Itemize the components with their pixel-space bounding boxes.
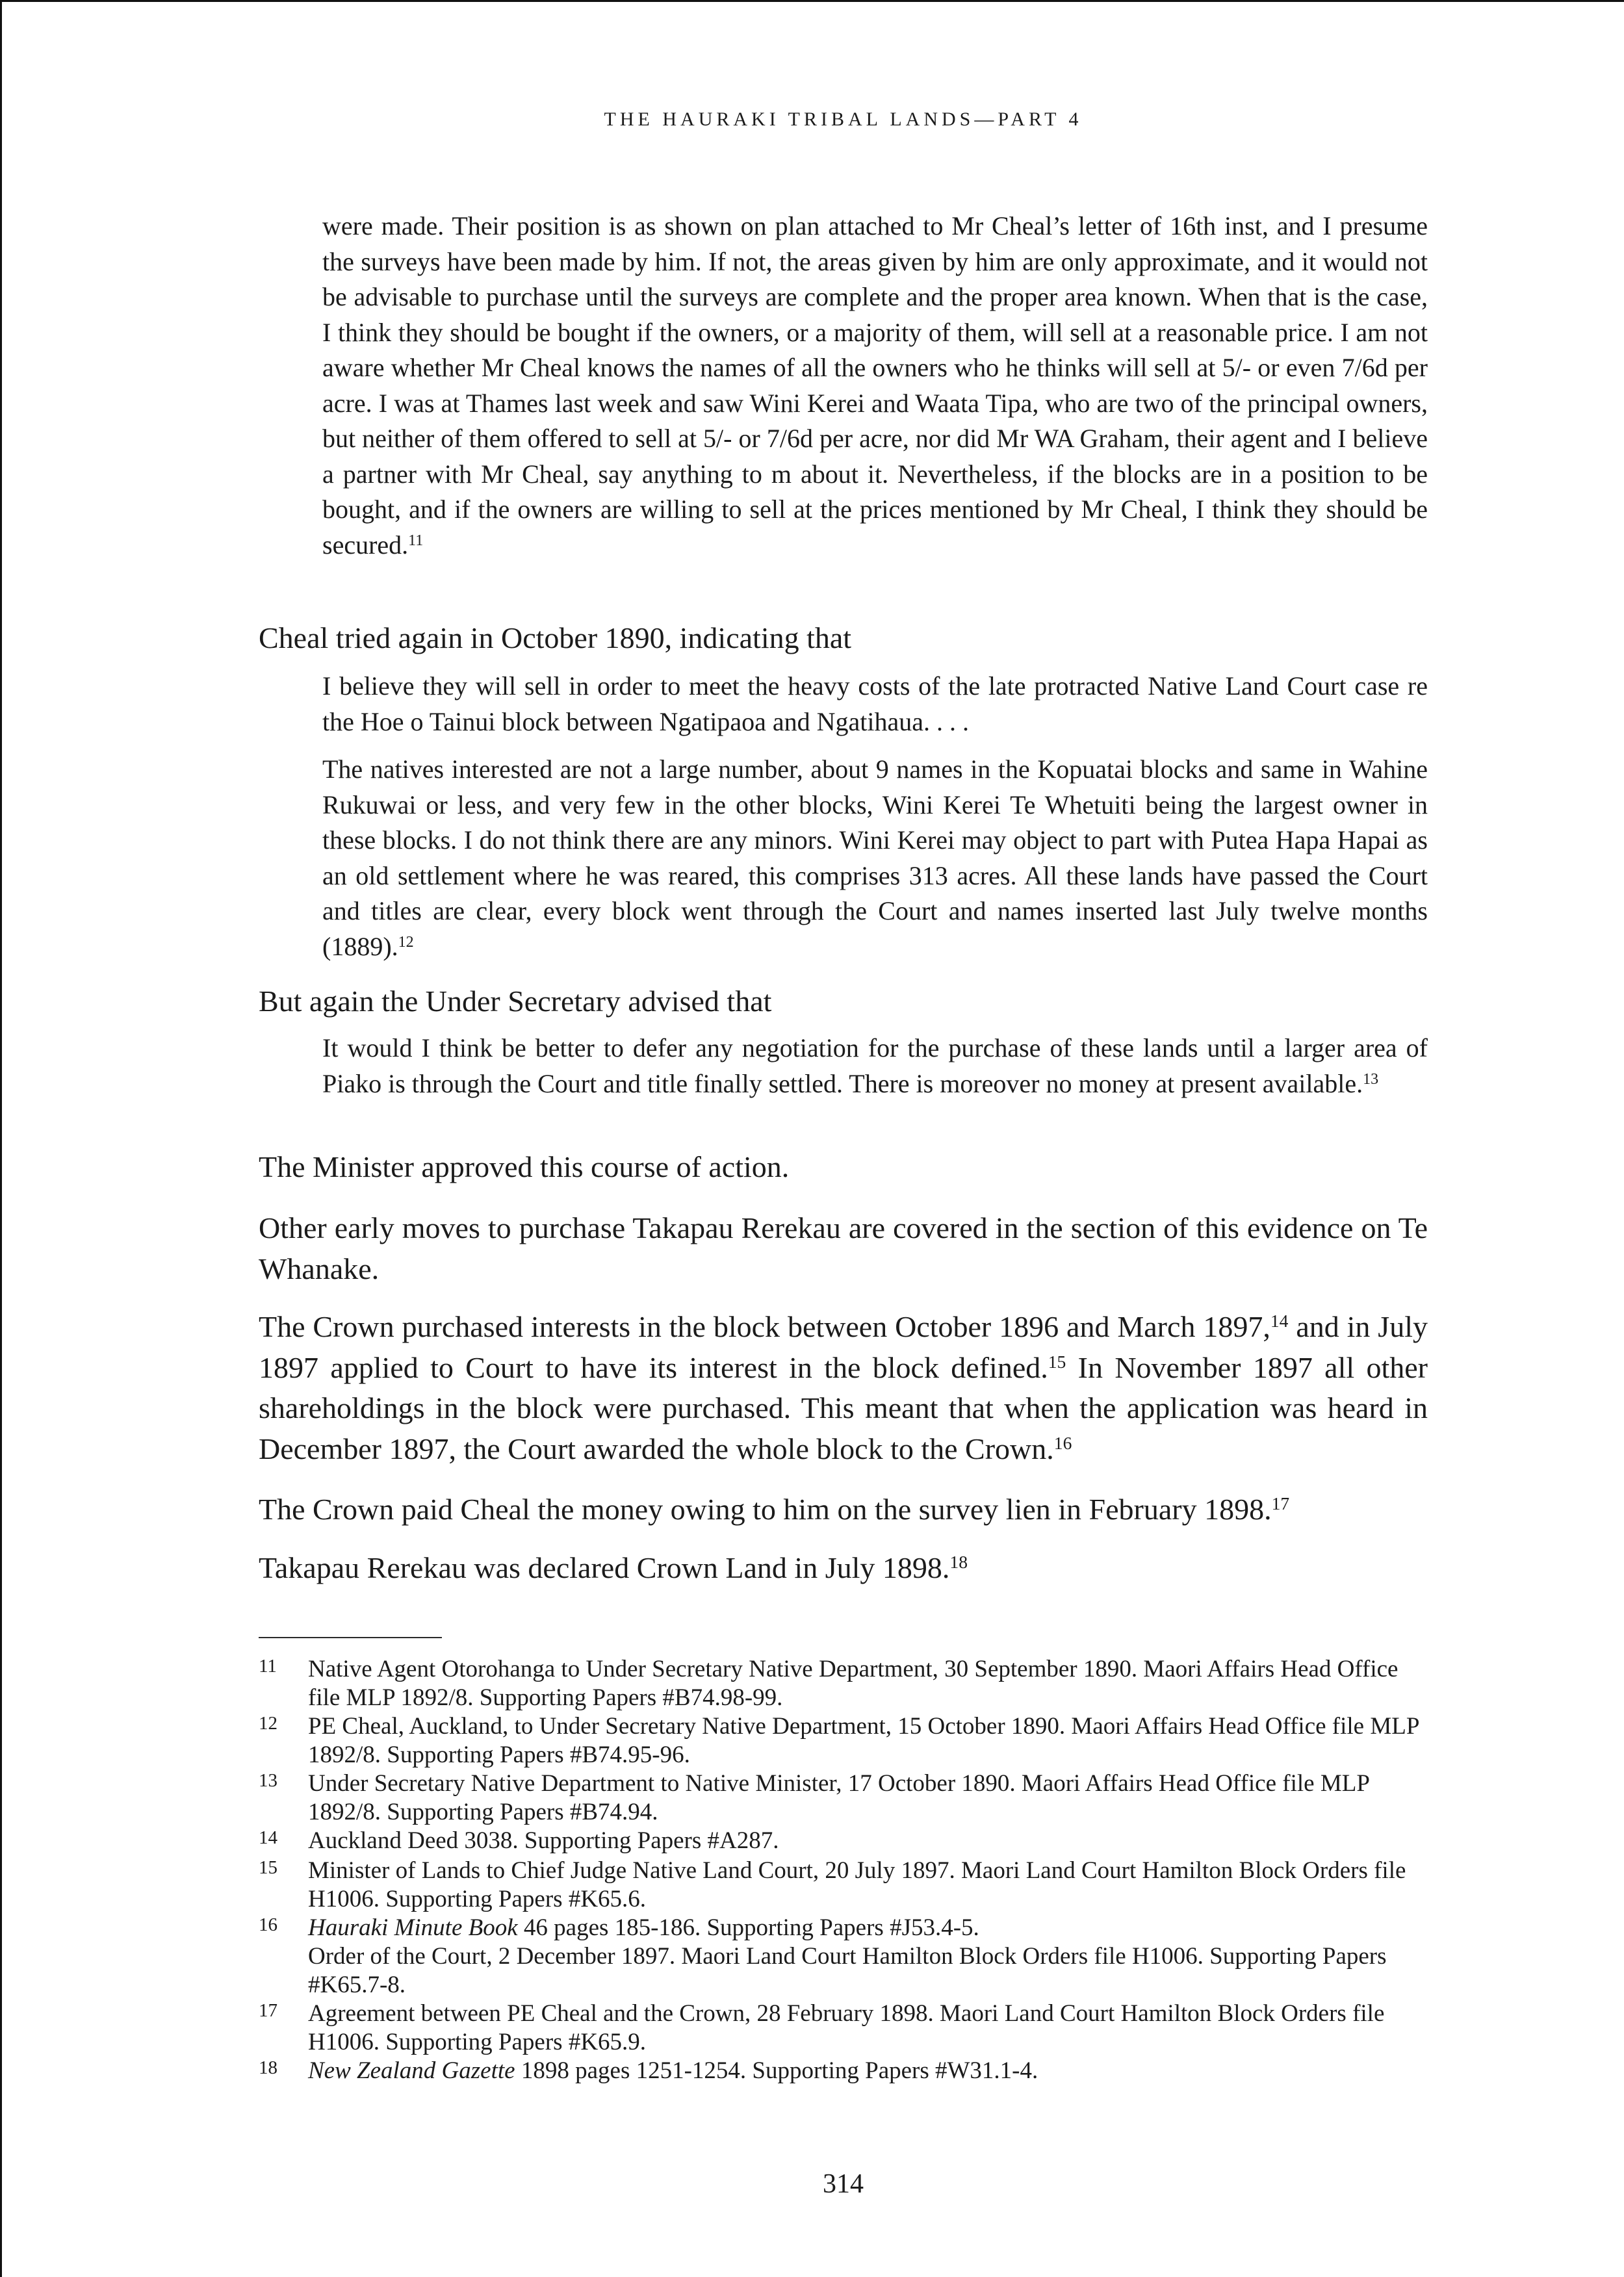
footnote: [259, 1769, 1428, 1827]
footnote-ref: 14: [1270, 1310, 1289, 1331]
scan-border-top: [0, 0, 1624, 2]
quote-block-defer-negotiation: [322, 1031, 1428, 1101]
footnote-number: 15: [259, 1857, 277, 1878]
footnote-text: Minister of Lands to Chief Judge Native Land Court, 20 July 1897. Maori Land Court Hamilton Block Orders file H1006. Supporting Papers #K65.6.: [308, 1857, 1406, 1912]
footnote: [259, 2000, 1428, 2057]
quote-block-survey-letter: [322, 209, 1428, 563]
footnote-number: 14: [259, 1827, 277, 1848]
footnote-number: 12: [259, 1713, 277, 1734]
footnote-ref: 15: [1048, 1351, 1066, 1372]
footnote-number: 11: [259, 1656, 277, 1677]
quote-block-heavy-costs: [322, 669, 1428, 740]
body-paragraph: Cheal tried again in October 1890, indicating that: [259, 621, 852, 654]
footnote-text: Native Agent Otorohanga to Under Secretary Native Department, 30 September 1890. Maori Affairs Head Office file MLP 1892/8. Supporting Papers #B74.98-99.: [308, 1656, 1398, 1711]
footnote-ref: 11: [408, 532, 424, 549]
footnote-number: 13: [259, 1770, 277, 1791]
body-paragraph: The Minister approved this course of action.: [259, 1150, 790, 1183]
footnote-text: Under Secretary Native Department to Native Minister, 17 October 1890. Maori Affairs Head Office file MLP 1892/8. Supporting Papers #B74.94.: [308, 1770, 1369, 1825]
footnote-citation: 1898 pages 1251-1254. Supporting Papers #W31.1-4.: [515, 2057, 1038, 2084]
footnote: [259, 2057, 1428, 2087]
quote-text: I believe they will sell in order to meet the heavy costs of the late protracted Native Land Court case re the Hoe o Tainui block between Ngatipaoa and Ngatihaua. . . .: [322, 671, 1428, 736]
footnote-ref: 17: [1271, 1493, 1290, 1513]
footnote-ref: 18: [949, 1551, 968, 1572]
footnote-rule: [259, 1637, 442, 1638]
footnote-text: [308, 1914, 1428, 2000]
footnote: [259, 1914, 1428, 2000]
body-paragraph-crown-purchased: [259, 1307, 1428, 1469]
footnote: [259, 1655, 1428, 1712]
quote-text: were made. Their position is as shown on plan attached to Mr Cheal’s letter of 16th inst, and I presume the surveys have been made by him. If not, the areas given by him are only approximate, and it would not be advisable to purchase until the surveys are complete and the proper area known. When that is the case, I think they should be bought if the owners, or a majority of them, will sell at a reasonable price. I am not aware whether Mr Cheal knows the names of all the owners who he thinks will sell at 5/- or even 7/6d per acre. I was at Thames last week and saw Wini Kerei and Waata Tipa, who are two of the principal owners, but neither of them offered to sell at 5/- or 7/6d per acre, nor did Mr WA Graham, their agent and I believe a partner with Mr Cheal, say anything to m about it. Nevertheless, if the blocks are in a position to be bought, and if the owners are willing to sell at the prices mentioned by Mr Cheal, I think they should be secured.: [322, 211, 1428, 560]
footnote-source-title: Hauraki Minute Book: [308, 1914, 518, 1941]
footnote-text: Agreement between PE Cheal and the Crown, 28 February 1898. Maori Land Court Hamilton Block Orders file H1006. Supporting Papers #K65.9.: [308, 2000, 1385, 2055]
quote-block-natives-interested: [322, 752, 1428, 964]
footnote-citation-second: Order of the Court, 2 December 1897. Maori Land Court Hamilton Block Orders file H1006. Supporting Papers #K65.7-8.: [308, 1943, 1387, 1998]
footnote-text: Auckland Deed 3038. Supporting Papers #A287.: [308, 1827, 779, 1854]
footnote-citation: 46 pages 185-186. Supporting Papers #J53.4-5.: [517, 1914, 979, 1941]
footnote: [259, 1712, 1428, 1769]
footnote-number: 17: [259, 2000, 277, 2021]
footnote-ref: 13: [1363, 1070, 1379, 1088]
quote-text: It would I think be better to defer any negotiation for the purchase of these lands until a larger area of Piako is through the Court and title finally settled. There is moreover no money at present available.: [322, 1033, 1428, 1098]
paragraph-text: Takapau Rerekau was declared Crown Land in July 1898.: [259, 1551, 950, 1584]
footnote-ref: 12: [398, 933, 414, 951]
footnote-source-title: New Zealand Gazette: [308, 2057, 515, 2084]
scan-border-left: [0, 0, 2, 2277]
body-paragraph-crown-paid: [259, 1489, 1428, 1530]
footnote-ref: 16: [1053, 1432, 1072, 1453]
running-head: THE HAURAKI TRIBAL LANDS—PART 4: [604, 109, 1083, 130]
footnote-number: 16: [259, 1914, 277, 1935]
paragraph-text: and in July 1897 applied to Court to have its interest in the block defined.: [259, 1310, 1428, 1384]
footnotes: [259, 1655, 1428, 2087]
footnote-number: 18: [259, 2057, 277, 2078]
quote-text: The natives interested are not a large number, about 9 names in the Kopuatai blocks and same in Wahine Rukuwai or less, and very few in the other blocks, Wini Kerei Te Whetuiti being the largest owner in these blocks. I do not think there are any minors. Wini Kerei may object to part with Putea Hapa Hapai as an old settlement where he was reared, this comprises 313 acres. All these lands have passed the Court and titles are clear, every block went through the Court and names inserted last July twelve months (1889).: [322, 754, 1428, 961]
page-number: 314: [823, 2169, 864, 2199]
paragraph-text: The Crown purchased interests in the block between October 1896 and March 1897,: [259, 1310, 1270, 1343]
footnote-text: PE Cheal, Auckland, to Under Secretary Native Department, 15 October 1890. Maori Affairs Head Office file MLP 1892/8. Supporting Papers #B74.95-96.: [308, 1713, 1419, 1768]
footnote-text: [308, 2057, 1428, 2085]
paragraph-text: The Crown paid Cheal the money owing to him on the survey lien in February 1898.: [259, 1493, 1272, 1526]
footnote: [259, 1857, 1428, 1914]
body-paragraph-declared: [259, 1548, 1428, 1589]
body-paragraph: But again the Under Secretary advised that: [259, 984, 772, 1018]
paragraph-text: In November 1897 all other shareholdings in the block were purchased. This meant that when the application was heard in December 1897, the Court awarded the whole block to the Crown.: [259, 1350, 1428, 1465]
body-paragraph: Other early moves to purchase Takapau Rerekau are covered in the section of this evidence on Te Whanake.: [259, 1211, 1428, 1285]
footnote: [259, 1827, 1428, 1857]
